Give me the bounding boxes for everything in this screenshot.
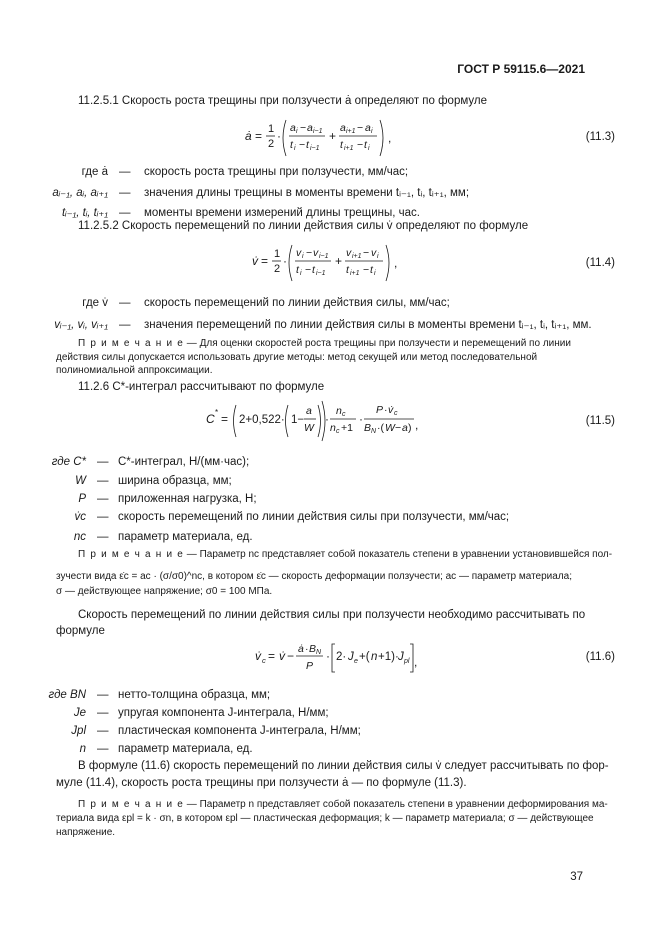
definition-text: нетто-толщина образца, мм; <box>118 689 271 701</box>
svg-text:i: i <box>371 128 373 135</box>
svg-text:i: i <box>374 270 376 277</box>
svg-text:+1: +1 <box>341 422 353 434</box>
definition-dash: — <box>119 166 131 178</box>
svg-text:i: i <box>300 270 302 277</box>
paragraph-vc-intro-line2: формуле <box>56 625 105 637</box>
equation-number-11-4: (11.4) <box>585 257 615 269</box>
svg-text:B: B <box>309 643 317 655</box>
definition-text: моменты времени измерений длины трещины, час. <box>144 207 420 219</box>
paragraph-formula-11-6-line1: В формуле (11.6) скорость перемещений по линии действия силы v̇ следует рассчитывать по фор- <box>78 760 609 772</box>
svg-text:t: t <box>346 264 349 276</box>
svg-text:=: = <box>268 649 276 663</box>
svg-text:−: − <box>305 264 312 276</box>
svg-text:+: + <box>329 129 337 143</box>
svg-text:v̇: v̇ <box>252 254 258 268</box>
definition-symbol: где BN <box>48 689 86 701</box>
definition-symbol: W <box>75 475 86 487</box>
svg-text:+: + <box>335 254 343 268</box>
svg-text:−: − <box>395 422 402 434</box>
svg-text:c: c <box>336 428 340 435</box>
svg-text:t: t <box>306 139 309 151</box>
svg-text:n: n <box>330 422 336 434</box>
definition-text: значения перемещений по линии действия силы в моменты времени tᵢ₋₁, tᵢ, tᵢ₊₁, мм. <box>144 319 592 331</box>
svg-text:v̇: v̇ <box>255 649 261 663</box>
svg-text:i−1: i−1 <box>313 128 323 135</box>
note-line <box>78 548 612 562</box>
section-11-2-5-1-intro: 11.2.5.1 Скорость роста трещины при ползучести ȧ определяют по формуле <box>78 95 487 107</box>
svg-text:−: − <box>300 122 307 134</box>
svg-text:·: · <box>359 412 363 426</box>
definition-symbol: Je <box>73 707 86 719</box>
svg-text:i: i <box>302 253 304 260</box>
note-label: П р и м е ч а н и е <box>78 549 185 560</box>
definition-text: пластическая компонента J-интеграла, Н/мм; <box>118 725 361 737</box>
svg-text:P: P <box>306 660 314 672</box>
paragraph-vc-intro-line1: Скорость перемещений по линии действия силы при ползучести необходимо рассчитывать по <box>78 609 586 621</box>
svg-text:·: · <box>277 129 281 143</box>
definition-symbol: n <box>79 743 86 755</box>
page-number: 37 <box>570 871 583 883</box>
svg-text:,: , <box>394 256 398 270</box>
definition-dash: — <box>97 531 109 543</box>
formula-11-5 <box>206 397 419 443</box>
note-text: — Параметр n представляет собой показатель степени в уравнении деформирования ма- <box>184 799 608 810</box>
definition-text: скорость перемещений по линии действия силы при ползучести, мм/час; <box>118 511 510 523</box>
definition-dash: — <box>97 743 109 755</box>
svg-text:2: 2 <box>268 138 275 150</box>
svg-text:i−1: i−1 <box>319 253 329 260</box>
definition-dash: — <box>119 297 131 309</box>
definition-text: значения длины трещины в моменты времени tᵢ₋₁, tᵢ, tᵢ₊₁, мм; <box>144 187 470 199</box>
svg-text:i: i <box>294 145 296 152</box>
svg-text:−: − <box>363 247 370 259</box>
svg-text:ȧ: ȧ <box>245 129 252 143</box>
svg-text:v: v <box>296 247 302 259</box>
svg-text:a: a <box>365 122 371 134</box>
svg-text:B: B <box>364 422 372 434</box>
equation-number-11-6: (11.6) <box>585 651 615 663</box>
definition-dash: — <box>97 493 109 505</box>
definition-symbol: где ȧ <box>81 166 108 178</box>
svg-text:J: J <box>398 651 404 663</box>
svg-text:1: 1 <box>274 248 281 260</box>
svg-text:v: v <box>371 247 377 259</box>
definition-dash: — <box>119 187 131 199</box>
svg-text:·: · <box>384 404 388 416</box>
note-line: σ — действующее напряжение; σ0 = 100 МПа. <box>56 586 273 597</box>
svg-text:W: W <box>304 422 314 434</box>
svg-text:−: − <box>357 139 364 151</box>
definition-symbol: где v̇ <box>82 297 108 309</box>
note-line <box>78 798 608 812</box>
svg-text:*: * <box>215 408 219 417</box>
svg-text:−: − <box>357 122 364 134</box>
svg-text:i: i <box>377 253 379 260</box>
svg-text:i+1: i+1 <box>344 145 354 152</box>
svg-text:=: = <box>255 129 263 143</box>
svg-text:a: a <box>402 422 408 434</box>
svg-text:P: P <box>376 404 384 416</box>
svg-text:C: C <box>206 412 215 426</box>
svg-text:a: a <box>307 122 313 134</box>
svg-text:i+1: i+1 <box>350 270 360 277</box>
svg-text:1−: 1− <box>291 414 305 426</box>
svg-text:t: t <box>290 139 293 151</box>
note-line: зучести вида ε̇c = ac · (σ/σ0)^nc, в котором ε̇c — скорость деформации ползучести; ac — параметр материала; <box>56 571 572 582</box>
svg-text:i: i <box>296 128 298 135</box>
section-11-2-5-2-intro: 11.2.5.2 Скорость перемещений по линии действия силы v̇ определяют по формуле <box>78 220 529 232</box>
definition-dash: — <box>119 207 131 219</box>
definition-dash: — <box>97 707 109 719</box>
definition-text: параметр материала, ед. <box>118 743 253 755</box>
svg-text:2: 2 <box>274 263 281 275</box>
equation-number-11-5: (11.5) <box>585 415 615 427</box>
svg-text:−: − <box>287 649 295 663</box>
svg-text:t: t <box>312 264 315 276</box>
definition-text: ширина образца, мм; <box>118 475 232 487</box>
svg-text:·: · <box>325 412 329 426</box>
svg-text:−: − <box>299 139 306 151</box>
paragraph-formula-11-6-line2: муле (11.4), скорость роста трещины при ползучести ȧ — по формуле (11.3). <box>56 777 467 789</box>
svg-text:=: = <box>221 412 229 426</box>
svg-text:i+1: i+1 <box>352 253 362 260</box>
svg-text:v̇: v̇ <box>279 649 285 663</box>
section-11-2-6-intro: 11.2.6 C*-интеграл рассчитывают по формуле <box>78 381 325 393</box>
svg-text:n: n <box>371 651 378 663</box>
svg-text:a: a <box>306 405 312 417</box>
definition-symbol: Jpl <box>71 725 86 737</box>
note-line: териала вида εpl = k · σn, в котором εpl — пластическая деформация; k — параметр материала; σ — действующее <box>56 813 594 824</box>
svg-text:c: c <box>262 656 266 665</box>
svg-text:·: · <box>326 649 330 663</box>
svg-text:v̇: v̇ <box>388 404 394 416</box>
svg-text:pl: pl <box>404 658 410 665</box>
definition-symbol: aᵢ₋₁, aᵢ, aᵢ₊₁ <box>52 187 108 199</box>
definition-text: C*-интеграл, Н/(мм·час); <box>118 456 250 468</box>
svg-text:i+1: i+1 <box>346 128 356 135</box>
svg-text:2+0,522·: 2+0,522· <box>239 414 285 426</box>
svg-text:N: N <box>316 649 322 656</box>
note-label: П р и м е ч а н и е <box>78 799 185 810</box>
svg-text:=: = <box>261 254 269 268</box>
svg-text:t: t <box>364 139 367 151</box>
svg-text:i: i <box>368 145 370 152</box>
svg-text:i−1: i−1 <box>316 270 326 277</box>
formula-11-3 <box>245 116 405 160</box>
svg-text:ȧ: ȧ <box>298 643 304 655</box>
note-text: — Параметр nc представляет собой показатель степени в уравнении установившейся пол- <box>184 549 613 560</box>
svg-text:a: a <box>290 122 296 134</box>
note-text: — Для оценки скоростей роста трещины при ползучести и перемещений по линии действия силы допускается использовать другие методы: метод секущей или метод последовательной полиномиальной аппроксимации. <box>56 338 571 376</box>
svg-text:−: − <box>306 247 313 259</box>
svg-text:v: v <box>346 247 352 259</box>
definition-symbol: P <box>78 493 86 505</box>
definition-dash: — <box>97 475 109 487</box>
svg-text:2·: 2· <box>336 651 347 663</box>
svg-text:t: t <box>296 264 299 276</box>
svg-text:v: v <box>313 247 319 259</box>
svg-text:·: · <box>283 254 287 268</box>
definition-dash: — <box>97 456 109 468</box>
formula-11-5-comma: , <box>415 418 419 432</box>
definition-symbol: nc <box>73 531 86 543</box>
svg-text:+1)·: +1)· <box>378 651 399 663</box>
svg-text:J: J <box>348 651 354 663</box>
svg-text:t: t <box>340 139 343 151</box>
svg-text:): ) <box>408 422 412 434</box>
definition-text: скорость роста трещины при ползучести, мм/час; <box>144 166 409 178</box>
svg-text:e: e <box>354 658 358 665</box>
svg-text:·: · <box>305 643 309 655</box>
definition-text: параметр материала, ед. <box>118 531 253 543</box>
svg-text:c: c <box>342 411 346 418</box>
formula-11-6-comma: , <box>414 655 418 669</box>
note-11-4 <box>56 337 582 378</box>
svg-text:c: c <box>394 410 398 417</box>
document-standard-code: ГОСТ Р 59115.6—2021 <box>457 62 585 76</box>
definition-symbol: где C* <box>51 456 86 468</box>
definition-dash: — <box>97 725 109 737</box>
svg-text:t: t <box>370 264 373 276</box>
svg-text:i−1: i−1 <box>310 145 320 152</box>
equation-number-11-3: (11.3) <box>585 131 615 143</box>
definition-symbol: tᵢ₋₁, tᵢ, tᵢ₊₁ <box>61 207 108 219</box>
note-label: П р и м е ч а н и е <box>78 338 185 349</box>
formula-11-4 <box>252 241 402 285</box>
svg-text:W: W <box>385 422 395 434</box>
note-line: напряжение. <box>56 827 116 838</box>
definition-text: приложенная нагрузка, Н; <box>118 493 257 505</box>
svg-text:,: , <box>388 131 392 145</box>
svg-text:1: 1 <box>268 123 275 135</box>
svg-text:·(: ·( <box>377 422 384 434</box>
definition-dash: — <box>119 319 131 331</box>
svg-text:n: n <box>336 405 342 417</box>
definition-text: скорость перемещений по линии действия силы, мм/час; <box>144 297 450 309</box>
definition-symbol: vᵢ₋₁, vᵢ, vᵢ₊₁ <box>54 319 108 331</box>
svg-text:−: − <box>363 264 370 276</box>
definition-symbol: v̇c <box>74 511 86 523</box>
svg-text:a: a <box>340 122 346 134</box>
svg-text:+(: +( <box>359 651 370 663</box>
definition-dash: — <box>97 511 109 523</box>
formula-11-6 <box>255 638 418 682</box>
svg-text:N: N <box>371 428 377 435</box>
definition-text: упругая компонента J-интеграла, Н/мм; <box>118 707 329 719</box>
definition-dash: — <box>97 689 109 701</box>
